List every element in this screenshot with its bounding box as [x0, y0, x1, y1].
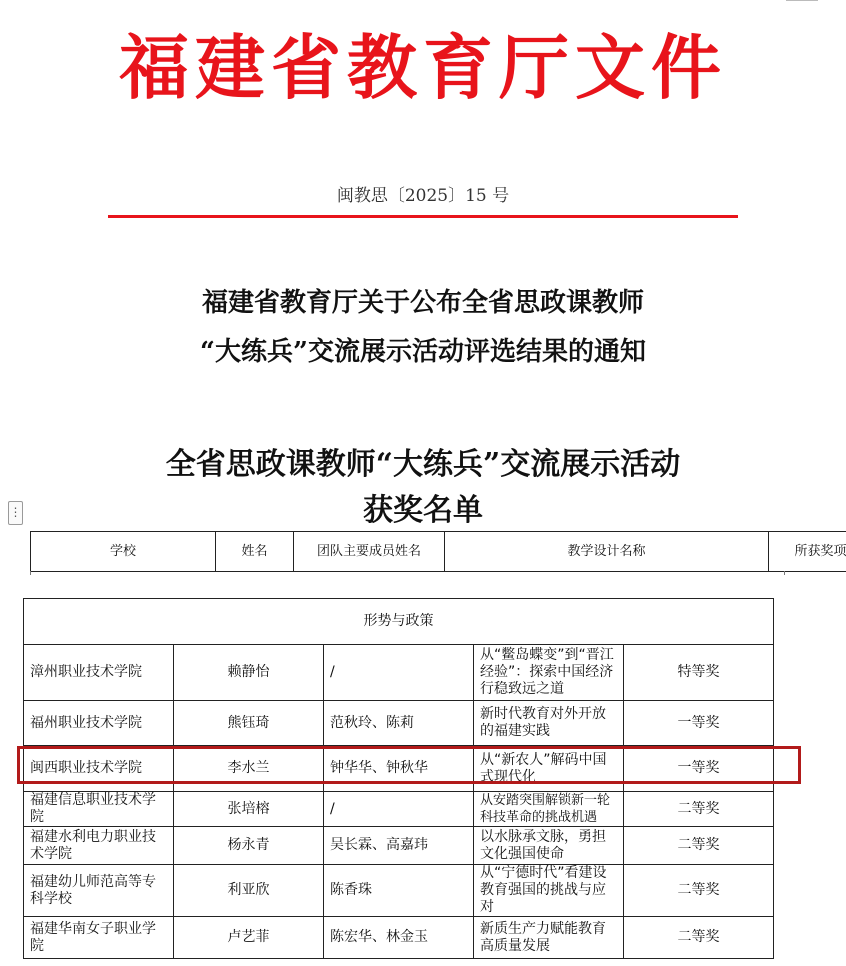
cell-design: 从“新农人”解码中国式现代化 — [474, 746, 624, 792]
cell-team: 陈香珠 — [324, 865, 474, 917]
cell-award: 二等奖 — [624, 865, 774, 917]
cell-team: 范秋玲、陈莉 — [324, 701, 474, 746]
table-row — [24, 645, 774, 701]
cell-school: 福建幼儿师范高等专科学校 — [24, 865, 174, 917]
header-team: 团队主要成员姓名 — [294, 532, 445, 572]
cell-award: 二等奖 — [624, 827, 774, 865]
cell-design: 以水脉承文脉，勇担文化强国使命 — [474, 827, 624, 865]
cell-design: 从“宁德时代”看建设教育强国的挑战与应对 — [474, 865, 624, 917]
award-table-header — [30, 531, 846, 572]
cell-name: 利亚欣 — [174, 865, 324, 917]
notice-title-line-1: 福建省教育厅关于公布全省思政课教师 — [201, 288, 644, 318]
cell-name: 卢艺菲 — [174, 917, 324, 959]
award-table — [23, 598, 774, 959]
page-corner-mark — [786, 0, 818, 5]
cell-award: 二等奖 — [624, 792, 774, 827]
section-title: 形势与政策 — [24, 599, 774, 645]
header-school: 学校 — [31, 532, 216, 572]
cell-design: 从“鳖岛蝶变”到“晋江经验”：探索中国经济行稳致远之道 — [474, 645, 624, 701]
cell-name: 赖静怡 — [174, 645, 324, 701]
table-row — [24, 917, 774, 959]
cell-award: 二等奖 — [624, 917, 774, 959]
document-number: 闽教思〔2025〕15 号 — [336, 186, 510, 206]
red-divider-line — [108, 215, 738, 218]
cell-design: 新质生产力赋能教育高质量发展 — [474, 917, 624, 959]
cell-team: / — [324, 792, 474, 827]
cell-award: 一等奖 — [624, 746, 774, 792]
cell-school: 福建水利电力职业技术学院 — [24, 827, 174, 865]
notice-title-line-2: “大练兵”交流展示活动评选结果的通知 — [200, 337, 646, 367]
table-header-row — [31, 532, 846, 572]
sidebar-toggle-icon[interactable]: ⋮ — [8, 501, 23, 525]
header-award: 所获奖项 — [769, 532, 846, 572]
cell-name: 张培榕 — [174, 792, 324, 827]
header-name: 姓名 — [216, 532, 294, 572]
cell-name: 杨永青 — [174, 827, 324, 865]
cell-school: 福州职业技术学院 — [24, 701, 174, 746]
cell-school: 漳州职业技术学院 — [24, 645, 174, 701]
cell-team: 钟华华、钟秋华 — [324, 746, 474, 792]
cell-name: 熊钰琦 — [174, 701, 324, 746]
cell-team: / — [324, 645, 474, 701]
table-row-highlighted — [24, 746, 774, 792]
table-row — [24, 865, 774, 917]
table-row — [24, 827, 774, 865]
cell-team: 吴长霖、高嘉玮 — [324, 827, 474, 865]
cell-design: 从安踏突围解锁新一轮科技革命的挑战机遇 — [474, 792, 624, 827]
section-row — [24, 599, 774, 645]
table-header-strip — [30, 571, 785, 575]
document-org-title: 福建省教育厅文件 — [119, 26, 727, 109]
cell-school: 闽西职业技术学院 — [24, 746, 174, 792]
cell-design: 新时代教育对外开放的福建实践 — [474, 701, 624, 746]
table-row — [24, 701, 774, 746]
cell-school: 福建信息职业技术学院 — [24, 792, 174, 827]
cell-award: 特等奖 — [624, 645, 774, 701]
award-list-title-line-1: 全省思政课教师“大练兵”交流展示活动 — [165, 447, 681, 482]
cell-name: 李水兰 — [174, 746, 324, 792]
table-row — [24, 792, 774, 827]
cell-team: 陈宏华、林金玉 — [324, 917, 474, 959]
header-design: 教学设计名称 — [445, 532, 769, 572]
award-list-title-line-2: 获奖名单 — [363, 493, 483, 528]
cell-award: 一等奖 — [624, 701, 774, 746]
cell-school: 福建华南女子职业学院 — [24, 917, 174, 959]
